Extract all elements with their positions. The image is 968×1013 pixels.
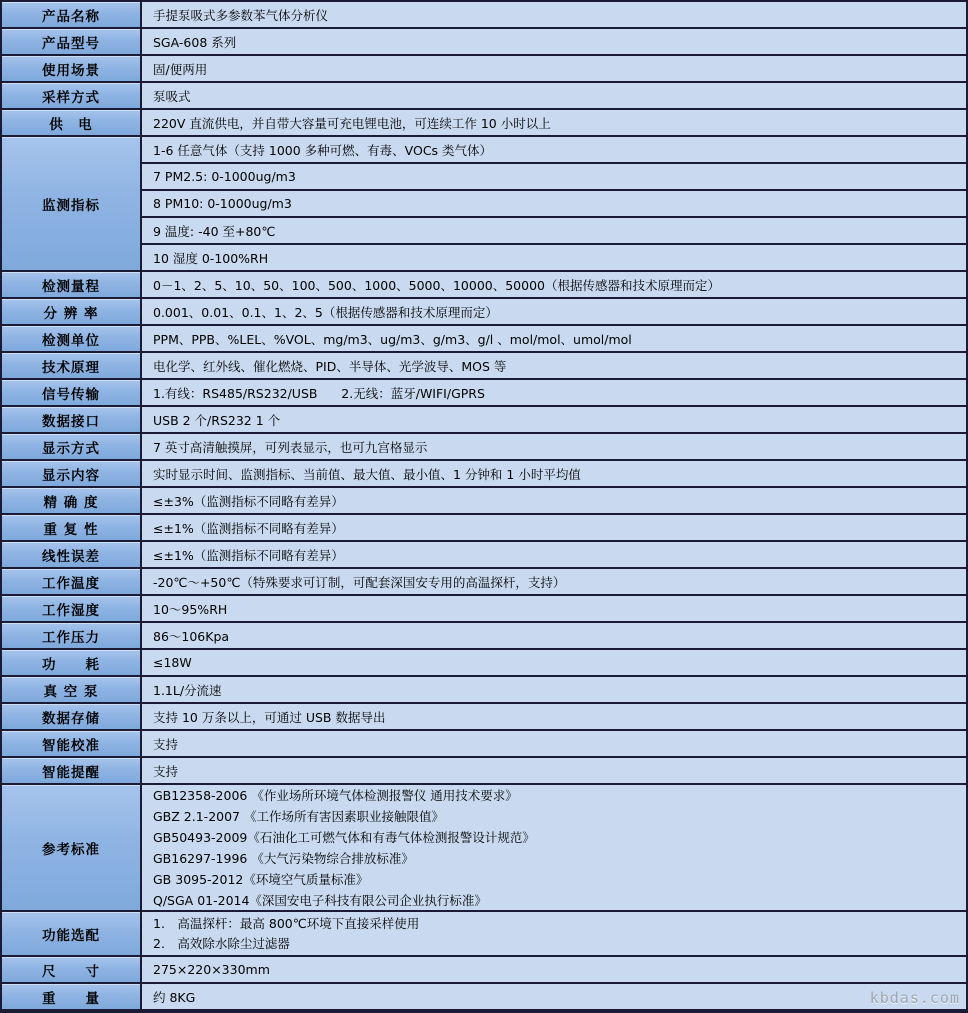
spec-label: 参考标准 [2, 785, 142, 910]
spec-label: 真 空 泵 [2, 677, 142, 702]
standard-line: GB12358-2006 《作业场所环境气体检测报警仪 通用技术要求》 [153, 787, 518, 803]
spec-label: 显示内容 [2, 461, 142, 486]
spec-value: SGA-608 系列 [142, 29, 966, 54]
spec-value: ≤18W [142, 650, 966, 675]
spec-label: 数据存储 [2, 704, 142, 729]
spec-row-working-temperature [2, 569, 966, 596]
spec-row-power-supply [2, 110, 966, 137]
spec-value: 泵吸式 [142, 83, 966, 108]
spec-label: 重 复 性 [2, 515, 142, 540]
spec-row-dimensions [2, 957, 966, 984]
spec-value: 实时显示时间、监测指标、当前值、最大值、最小值、1 分钟和 1 小时平均值 [142, 461, 966, 486]
spec-label: 工作压力 [2, 623, 142, 648]
spec-value: 1.1L/分流速 [142, 677, 966, 702]
spec-value: -20℃～+50℃（特殊要求可订制，可配套深国安专用的高温探杆，支持） [142, 569, 966, 594]
spec-label: 重 量 [2, 984, 142, 1009]
spec-value: 电化学、红外线、催化燃烧、PID、半导体、光学波导、MOS 等 [142, 353, 966, 378]
spec-value: 约 8KG [142, 984, 966, 1009]
spec-value: ≤±1%（监测指标不同略有差异） [142, 542, 966, 567]
spec-value: 手提泵吸式多参数苯气体分析仪 [142, 2, 966, 27]
spec-row-working-pressure [2, 623, 966, 650]
spec-label: 工作温度 [2, 569, 142, 594]
standard-line: GB 3095-2012《环境空气质量标准》 [153, 871, 369, 887]
spec-row-display-content [2, 461, 966, 488]
spec-label: 信号传输 [2, 380, 142, 405]
spec-row-accuracy [2, 488, 966, 515]
spec-row-smart-calibration [2, 731, 966, 758]
spec-value: 0.001、0.01、0.1、1、2、5（根据传感器和技术原理而定） [142, 299, 966, 324]
spec-row-reference-standards [2, 785, 966, 912]
option-line: 2. 高效除水除尘过滤器 [153, 935, 290, 951]
spec-value-stack [142, 137, 966, 270]
standard-line: GBZ 2.1-2007 《工作场所有害因素职业接触限值》 [153, 808, 444, 824]
spec-row-power-consumption [2, 650, 966, 677]
spec-row-display-mode [2, 434, 966, 461]
standard-line: Q/SGA 01-2014《深国安电子科技有限公司企业执行标准》 [153, 892, 487, 908]
spec-row-product-name [2, 2, 966, 29]
spec-subvalue: 7 PM2.5: 0-1000ug/m3 [142, 164, 966, 191]
spec-value: 275×220×330mm [142, 957, 966, 982]
spec-row-data-storage [2, 704, 966, 731]
spec-label: 功能选配 [2, 912, 142, 955]
spec-value: 10～95%RH [142, 596, 966, 621]
spec-row-data-interface [2, 407, 966, 434]
spec-label: 使用场景 [2, 56, 142, 81]
spec-label: 智能校准 [2, 731, 142, 756]
spec-value: 0－1、2、5、10、50、100、500、1000、5000、10000、50000（根据传感器和技术原理而定） [142, 272, 966, 297]
spec-label: 产品名称 [2, 2, 142, 27]
spec-label: 检测单位 [2, 326, 142, 351]
spec-row-monitor-indicators [2, 137, 966, 272]
spec-value: 86～106Kpa [142, 623, 966, 648]
spec-label: 分 辨 率 [2, 299, 142, 324]
spec-label: 监测指标 [2, 137, 142, 270]
spec-value: 支持 10 万条以上，可通过 USB 数据导出 [142, 704, 966, 729]
spec-value: PPM、PPB、%LEL、%VOL、mg/m3、ug/m3、g/m3、g/l 、mol/mol、umol/mol [142, 326, 966, 351]
spec-label: 技术原理 [2, 353, 142, 378]
standard-line: GB50493-2009《石油化工可燃气体和有毒气体检测报警设计规范》 [153, 829, 535, 845]
spec-row-sampling-method [2, 83, 966, 110]
spec-value: 支持 [142, 731, 966, 756]
spec-label: 精 确 度 [2, 488, 142, 513]
watermark: kbdas.com [869, 989, 960, 1007]
standard-line: GB16297-1996 《大气污染物综合排放标准》 [153, 850, 414, 866]
spec-value: ≤±3%（监测指标不同略有差异） [142, 488, 966, 513]
spec-value: 7 英寸高清触摸屏，可列表显示，也可九宫格显示 [142, 434, 966, 459]
spec-label: 功 耗 [2, 650, 142, 675]
spec-subvalue: 8 PM10: 0-1000ug/m3 [142, 191, 966, 218]
spec-label: 线性误差 [2, 542, 142, 567]
spec-label: 检测量程 [2, 272, 142, 297]
spec-value: 1.有线：RS485/RS232/USB 2.无线：蓝牙/WIFI/GPRS [142, 380, 966, 405]
spec-value-multiline [142, 785, 966, 910]
spec-row-detection-range [2, 272, 966, 299]
spec-value: 固/便两用 [142, 56, 966, 81]
spec-row-optional-features [2, 912, 966, 957]
spec-value: USB 2 个/RS232 1 个 [142, 407, 966, 432]
option-line: 1. 高温探杆：最高 800℃环境下直接采样使用 [153, 915, 420, 931]
spec-row-detection-unit [2, 326, 966, 353]
spec-row-vacuum-pump [2, 677, 966, 704]
spec-value: 220V 直流供电，并自带大容量可充电锂电池，可连续工作 10 小时以上 [142, 110, 966, 135]
spec-subvalue: 9 温度: -40 至+80℃ [142, 218, 966, 245]
spec-label: 工作湿度 [2, 596, 142, 621]
spec-label: 数据接口 [2, 407, 142, 432]
spec-row-linearity-error [2, 542, 966, 569]
spec-value: 支持 [142, 758, 966, 783]
spec-value: ≤±1%（监测指标不同略有差异） [142, 515, 966, 540]
spec-row-repeatability [2, 515, 966, 542]
spec-label: 采样方式 [2, 83, 142, 108]
spec-label: 显示方式 [2, 434, 142, 459]
spec-row-weight [2, 984, 966, 1011]
spec-row-model [2, 29, 966, 56]
spec-row-usage-scene [2, 56, 966, 83]
spec-row-resolution [2, 299, 966, 326]
spec-row-working-humidity [2, 596, 966, 623]
spec-label: 尺 寸 [2, 957, 142, 982]
spec-value-multiline [142, 912, 966, 955]
spec-label: 产品型号 [2, 29, 142, 54]
spec-label: 智能提醒 [2, 758, 142, 783]
spec-row-technical-principle [2, 353, 966, 380]
spec-row-signal-transmission [2, 380, 966, 407]
spec-row-smart-reminder [2, 758, 966, 785]
spec-subvalue: 1-6 任意气体（支持 1000 多种可燃、有毒、VOCs 类气体） [142, 137, 966, 164]
spec-label: 供 电 [2, 110, 142, 135]
spec-subvalue: 10 湿度 0-100%RH [142, 245, 966, 270]
